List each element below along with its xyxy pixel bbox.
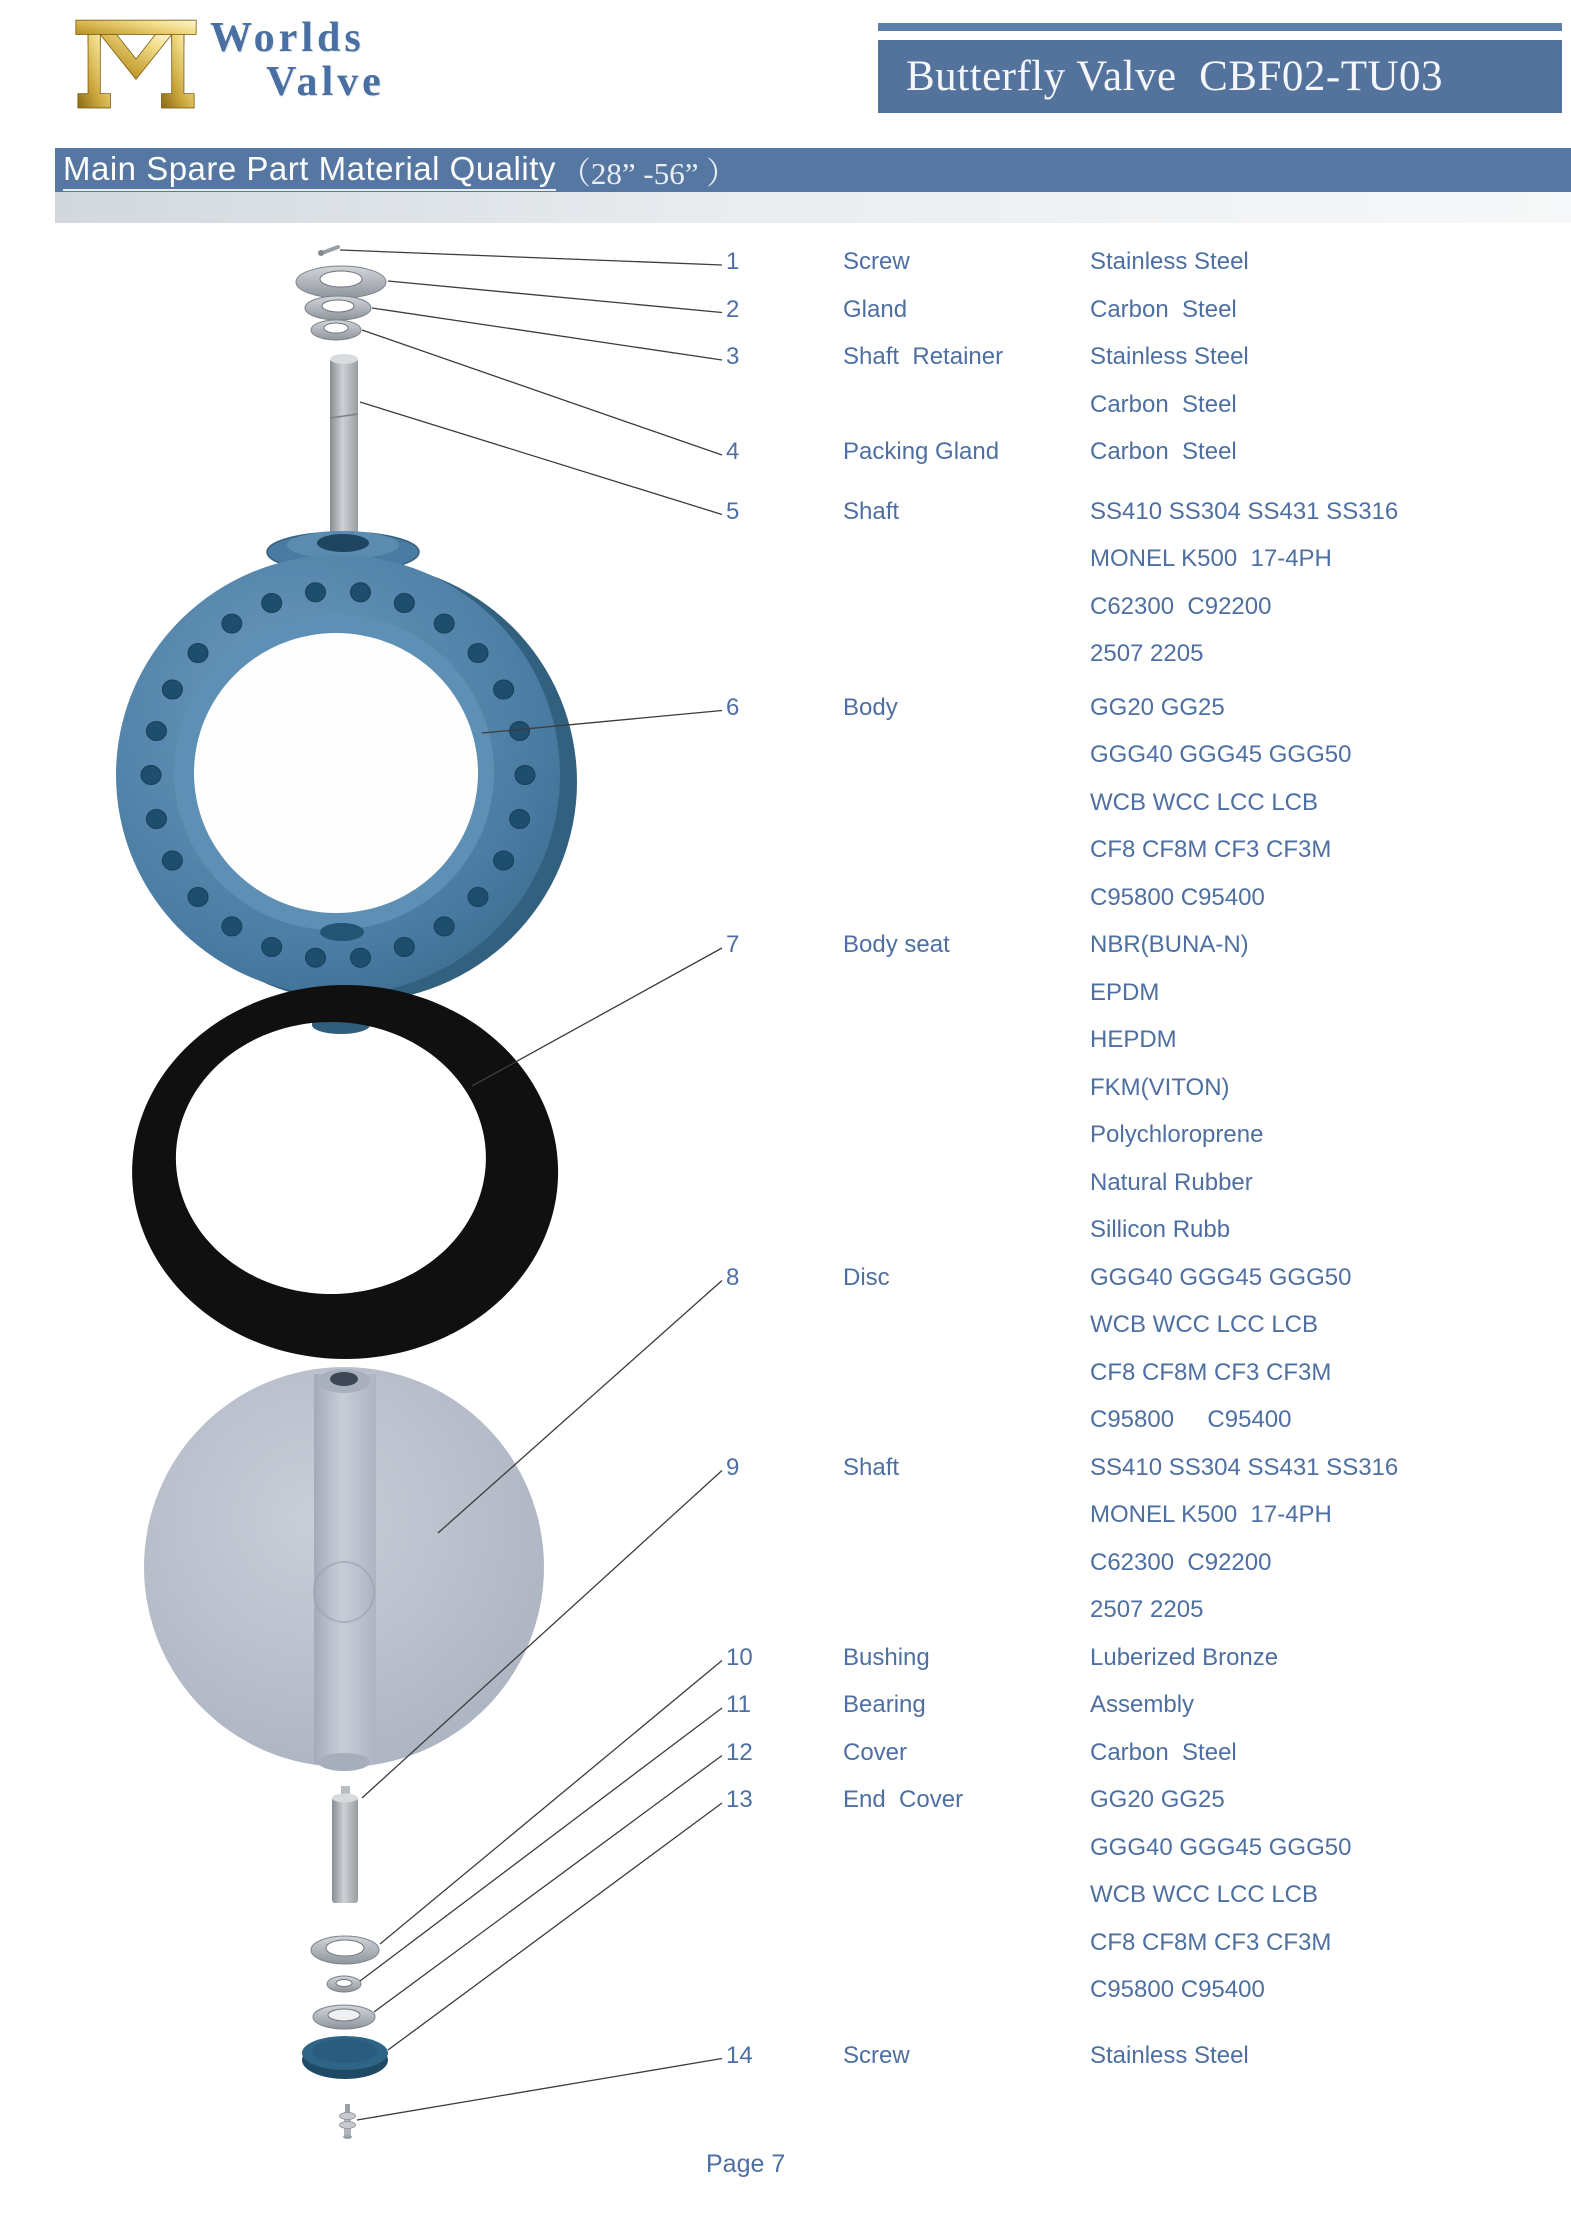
part-material: MONEL K500 17-4PH bbox=[1090, 1501, 1332, 1528]
part-material: Carbon Steel bbox=[1090, 295, 1237, 323]
part-material: GG20 GG25 bbox=[1090, 693, 1225, 721]
part-row bbox=[0, 1406, 1571, 1438]
part-row bbox=[0, 884, 1571, 916]
part-row bbox=[0, 836, 1571, 868]
part-material: NBR(BUNA-N) bbox=[1090, 931, 1249, 958]
part-number: 11 bbox=[726, 1691, 751, 1718]
part-material: C95800 C95400 bbox=[1090, 1976, 1265, 2003]
part-material: C95800 C95400 bbox=[1090, 883, 1265, 911]
section-title: Main Spare Part Material Quality bbox=[63, 150, 556, 191]
part-name: Body bbox=[843, 693, 898, 721]
part-material: GGG40 GGG45 GGG50 bbox=[1090, 1833, 1352, 1861]
part-material: Sillicon Rubb bbox=[1090, 1216, 1231, 1243]
part-number: 10 bbox=[726, 1643, 753, 1671]
part-name: Screw bbox=[843, 2041, 910, 2069]
part-row bbox=[0, 789, 1571, 821]
part-material: 2507 2205 bbox=[1090, 640, 1204, 667]
part-material: Stainless Steel bbox=[1090, 343, 1249, 370]
part-row bbox=[0, 640, 1571, 672]
part-row bbox=[0, 1454, 1571, 1486]
part-material: Natural Rubber bbox=[1090, 1168, 1253, 1196]
part-name: Packing Gland bbox=[843, 438, 1000, 465]
part-number: 2 bbox=[726, 295, 740, 323]
part-material: CF8 CF8M CF3 CF3M bbox=[1090, 836, 1332, 863]
part-material: SS410 SS304 SS431 SS316 bbox=[1090, 1453, 1399, 1481]
part-row bbox=[0, 545, 1571, 577]
part-row bbox=[0, 979, 1571, 1011]
logo-line1: Worlds bbox=[210, 15, 365, 61]
part-name: Bushing bbox=[843, 1643, 930, 1671]
part-material: Carbon Steel bbox=[1090, 1738, 1237, 1766]
part-number: 3 bbox=[726, 343, 740, 370]
part-row bbox=[0, 1596, 1571, 1628]
part-material: GGG40 GGG45 GGG50 bbox=[1090, 741, 1352, 768]
part-material: WCB WCC LCC LCB bbox=[1090, 1881, 1319, 1908]
part-row bbox=[0, 1121, 1571, 1153]
part-row bbox=[0, 296, 1571, 328]
logo-line2: Valve bbox=[266, 59, 385, 105]
part-row bbox=[0, 1264, 1571, 1296]
part-material: C62300 C92200 bbox=[1090, 1548, 1272, 1576]
part-row bbox=[0, 1786, 1571, 1818]
part-row bbox=[0, 1644, 1571, 1676]
part-material: CF8 CF8M CF3 CF3M bbox=[1090, 1928, 1332, 1956]
part-number: 8 bbox=[726, 1263, 740, 1291]
part-material: Stainless Steel bbox=[1090, 248, 1249, 275]
part-row bbox=[0, 248, 1571, 280]
part-material: WCB WCC LCC LCB bbox=[1090, 1311, 1319, 1338]
part-material: Stainless Steel bbox=[1090, 2041, 1249, 2069]
part-row bbox=[0, 1026, 1571, 1058]
part-name: Shaft bbox=[843, 497, 900, 525]
part-number: 13 bbox=[726, 1786, 753, 1813]
part-name: Disc bbox=[843, 1263, 890, 1291]
part-number: 6 bbox=[726, 693, 740, 721]
part-number: 12 bbox=[726, 1738, 753, 1766]
part-material: MONEL K500 17-4PH bbox=[1090, 545, 1332, 572]
part-row bbox=[0, 1216, 1571, 1248]
part-row bbox=[0, 1834, 1571, 1866]
part-row bbox=[0, 1976, 1571, 2008]
part-row bbox=[0, 498, 1571, 530]
part-number: 14 bbox=[726, 2041, 753, 2069]
part-row bbox=[0, 2042, 1571, 2074]
part-material: CF8 CF8M CF3 CF3M bbox=[1090, 1358, 1332, 1386]
part-row bbox=[0, 1549, 1571, 1581]
part-material: 2507 2205 bbox=[1090, 1596, 1204, 1623]
part-material: HEPDM bbox=[1090, 1026, 1177, 1053]
part-material: GGG40 GGG45 GGG50 bbox=[1090, 1263, 1352, 1291]
part-name: Screw bbox=[843, 248, 910, 275]
section-size-range: （28” -56” ） bbox=[559, 155, 738, 191]
part-material: Carbon Steel bbox=[1090, 438, 1237, 465]
part-name: Body seat bbox=[843, 931, 950, 958]
part-material: EPDM bbox=[1090, 978, 1160, 1006]
part-name: Shaft Retainer bbox=[843, 343, 1004, 370]
part-row bbox=[0, 1691, 1571, 1723]
part-material: WCB WCC LCC LCB bbox=[1090, 788, 1319, 816]
part-row bbox=[0, 741, 1571, 773]
part-row bbox=[0, 1739, 1571, 1771]
part-material: FKM(VITON) bbox=[1090, 1073, 1230, 1101]
part-row bbox=[0, 1311, 1571, 1343]
part-row bbox=[0, 1881, 1571, 1913]
part-row bbox=[0, 1169, 1571, 1201]
part-row bbox=[0, 694, 1571, 726]
part-number: 7 bbox=[726, 931, 740, 958]
part-row bbox=[0, 593, 1571, 625]
part-row bbox=[0, 438, 1571, 470]
part-row bbox=[0, 1929, 1571, 1961]
part-name: End Cover bbox=[843, 1786, 964, 1813]
part-row bbox=[0, 343, 1571, 375]
part-number: 4 bbox=[726, 438, 740, 465]
part-material: Assembly bbox=[1090, 1691, 1195, 1718]
part-material: Polychloroprene bbox=[1090, 1121, 1264, 1148]
part-material: C62300 C92200 bbox=[1090, 592, 1272, 620]
part-name: Cover bbox=[843, 1738, 908, 1766]
part-row bbox=[0, 1501, 1571, 1533]
part-number: 1 bbox=[726, 248, 740, 275]
part-material: GG20 GG25 bbox=[1090, 1786, 1225, 1813]
part-number: 9 bbox=[726, 1453, 740, 1481]
part-row bbox=[0, 1074, 1571, 1106]
part-number: 5 bbox=[726, 497, 740, 525]
page-number: Page 7 bbox=[706, 2150, 786, 2178]
part-row bbox=[0, 931, 1571, 963]
part-material: C95800 C95400 bbox=[1090, 1406, 1292, 1433]
part-material: SS410 SS304 SS431 SS316 bbox=[1090, 497, 1399, 525]
part-material: Luberized Bronze bbox=[1090, 1643, 1279, 1671]
part-row bbox=[0, 1359, 1571, 1391]
product-title: Butterfly Valve CBF02-TU03 bbox=[906, 53, 1444, 100]
part-material: Carbon Steel bbox=[1090, 390, 1237, 418]
part-name: Shaft bbox=[843, 1453, 900, 1481]
part-name: Bearing bbox=[843, 1691, 926, 1718]
part-row bbox=[0, 391, 1571, 423]
part-name: Gland bbox=[843, 295, 908, 323]
